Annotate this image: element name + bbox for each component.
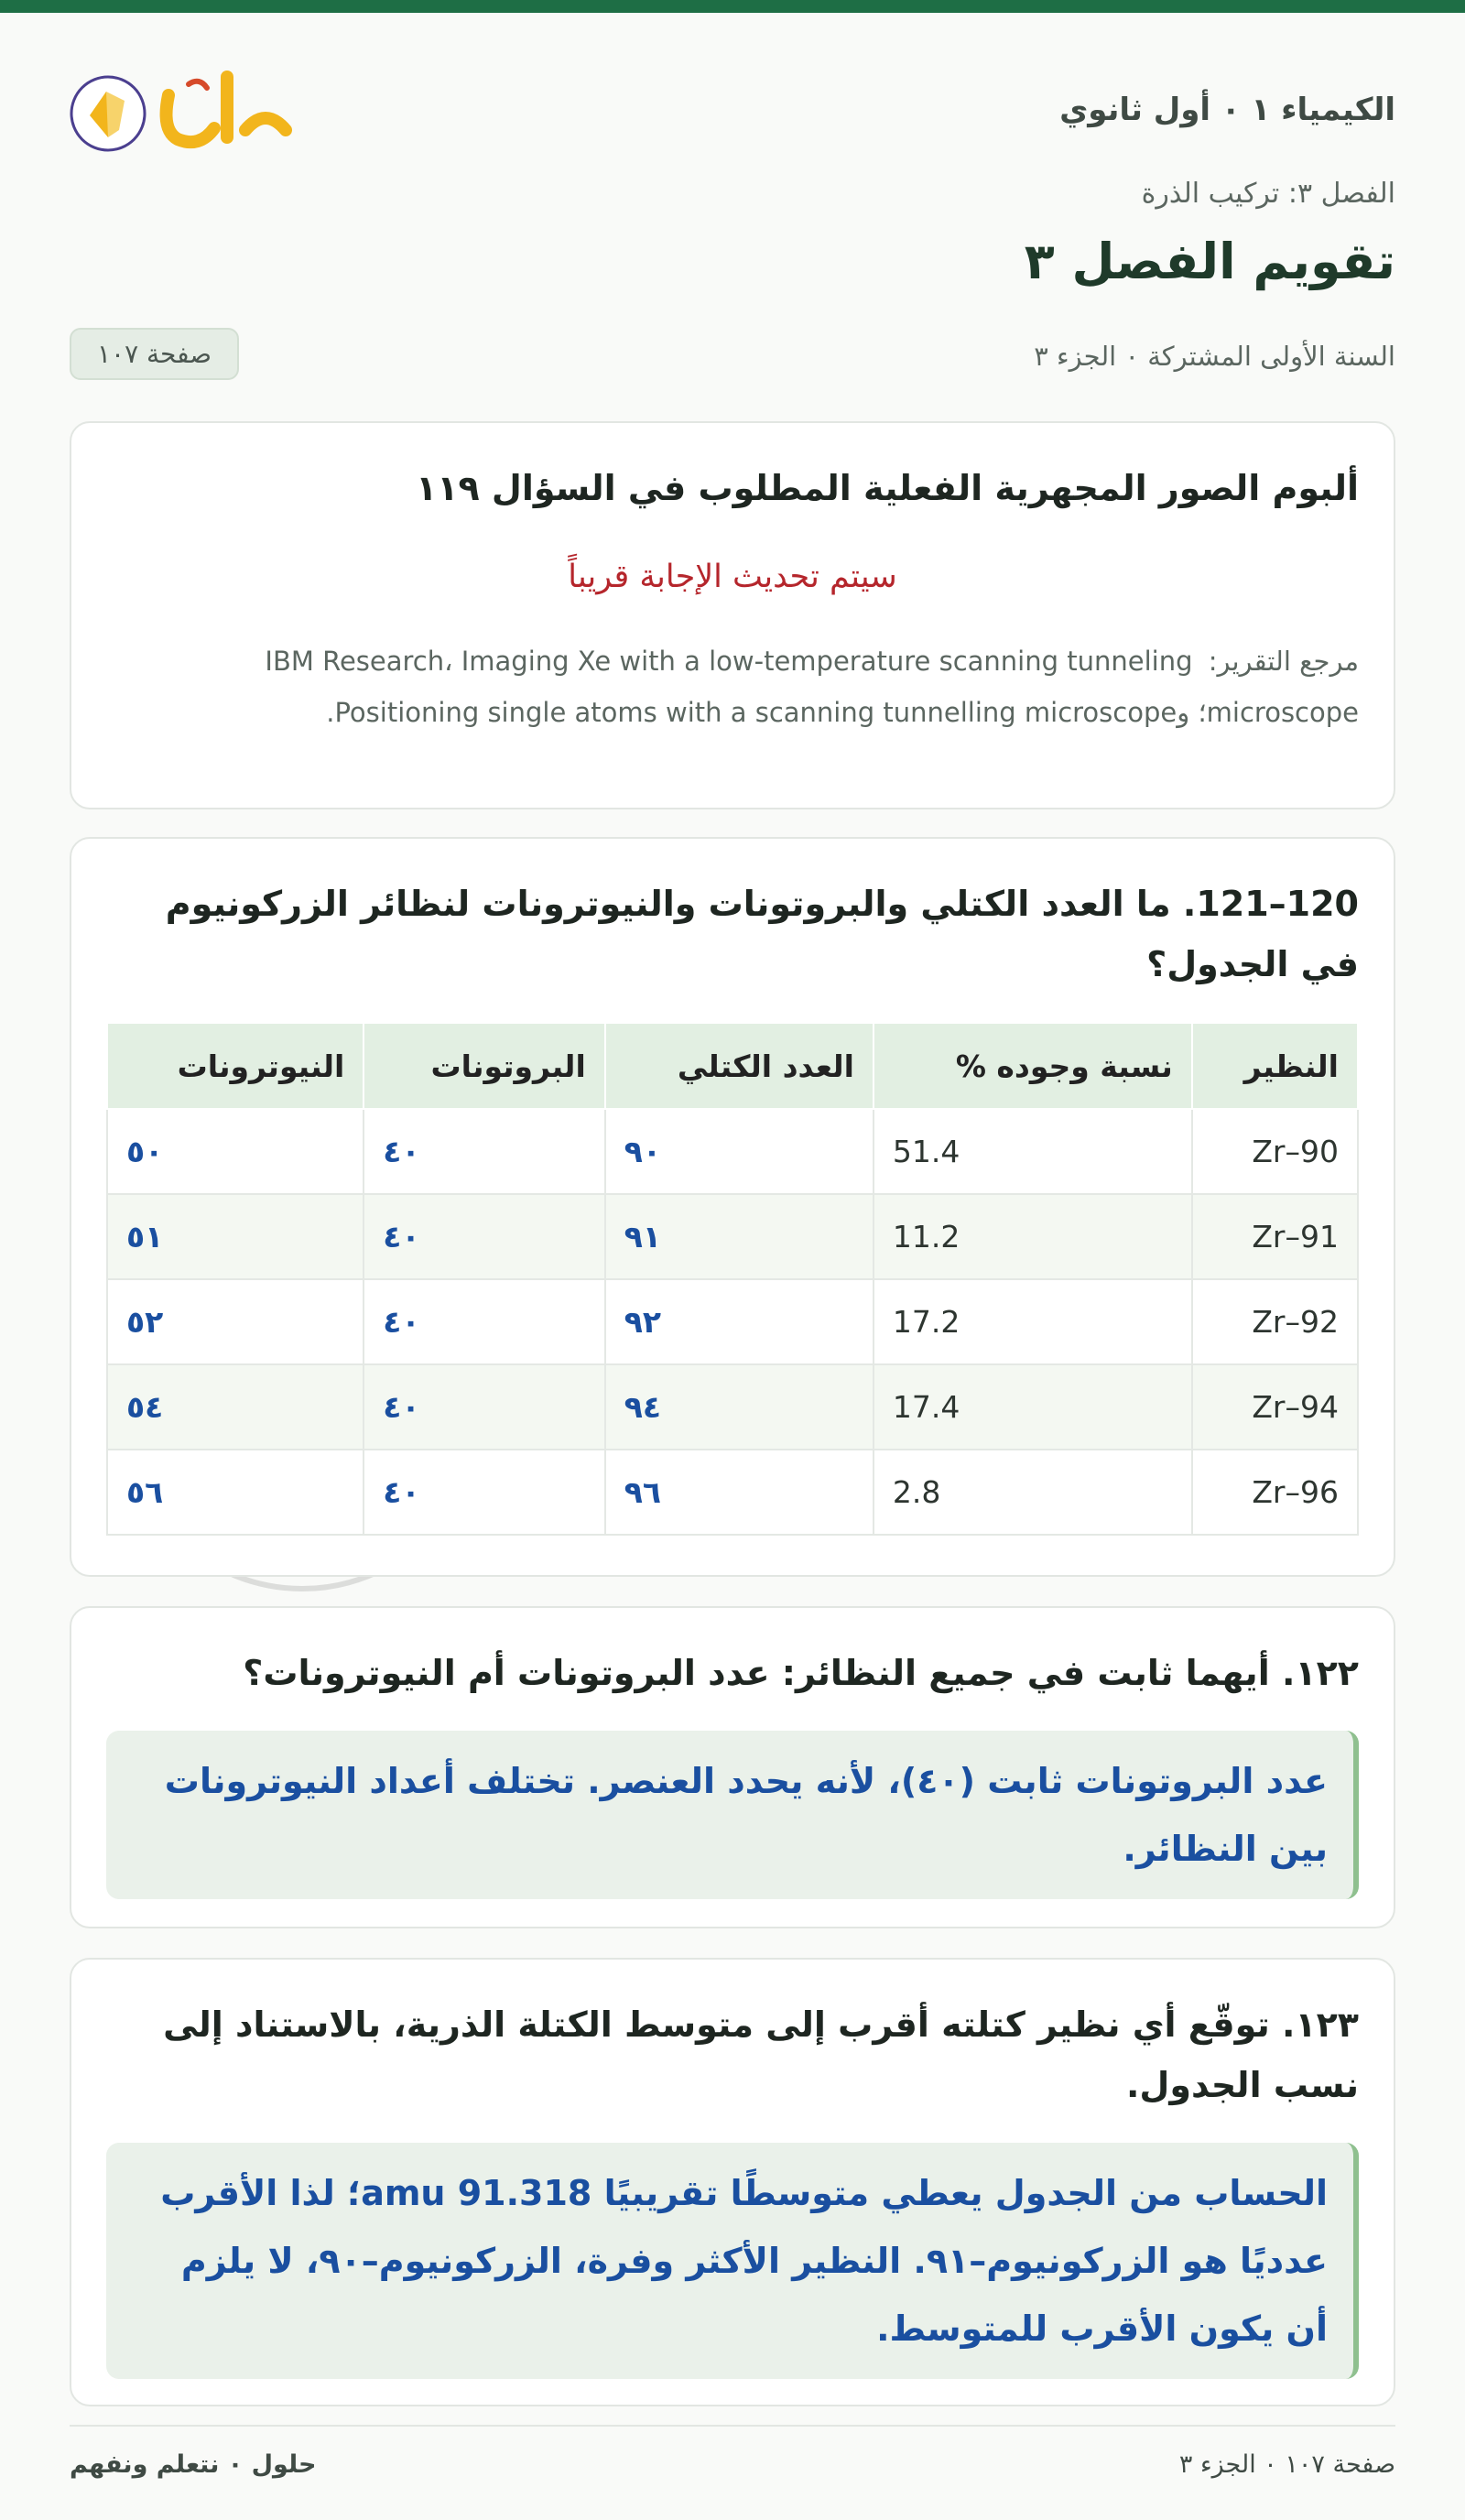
table-row (107, 1109, 1358, 1194)
abundance-cell: 51.4 (874, 1109, 1192, 1194)
table-header-row (107, 1023, 1358, 1109)
answer-box: الحساب من الجدول يعطي متوسطًا تقريبيًا 91.318 amu؛ لذا الأقرب عدديًا هو الزركونيوم–٩١. النظير الأكثر وفرة، الزركونيوم–٩٠، لا يلزم أن يكون الأقرب للمتوسط. (106, 2143, 1359, 2379)
footer-page-info: صفحة ١٠٧ ٠ الجزء ٣ (1178, 2450, 1395, 2479)
mass-number-cell: ٩١ (605, 1194, 874, 1279)
reference-label: مرجع التقرير: (1208, 646, 1359, 677)
isotope-table (106, 1022, 1359, 1536)
column-header: العدد الكتلي (605, 1023, 874, 1109)
subject-title: الكيمياء ١ ٠ أول ثانوي (1059, 92, 1395, 128)
question-card-119 (70, 421, 1395, 809)
reference-text: IBM Research، Imaging Xe with a low-temperature scanning tunneling microscope؛ وPositioning single atoms with a scanning tunnelling microscope. (265, 646, 1359, 728)
question-title: 120–121. ما العدد الكتلي والبروتونات والنيوترونات لنظائر الزركونيوم في الجدول؟ (165, 884, 1359, 984)
page-title: تقويم الفصل ٣ (1024, 233, 1395, 290)
table-row (107, 1364, 1358, 1450)
protons-cell: ٤٠ (364, 1279, 604, 1364)
protons-cell: ٤٠ (364, 1364, 604, 1450)
question-title: ١٢٢. أيهما ثابت في جميع النظائر: عدد البروتونات أم النيوترونات؟ (243, 1653, 1359, 1693)
mass-number-cell: ٩٢ (605, 1279, 874, 1364)
abundance-cell: 11.2 (874, 1194, 1192, 1279)
protons-cell: ٤٠ (364, 1194, 604, 1279)
abundance-cell: 17.4 (874, 1364, 1192, 1450)
question-card-122 (70, 1606, 1395, 1928)
question-title: ألبوم الصور المجهرية الفعلية المطلوب في السؤال ١١٩ (416, 468, 1359, 508)
neutrons-cell: ٥٠ (107, 1109, 364, 1194)
neutrons-cell: ٥١ (107, 1194, 364, 1279)
isotope-cell: Zr–96 (1192, 1450, 1358, 1535)
isotope-cell: Zr–94 (1192, 1364, 1358, 1450)
meta-line: السنة الأولى المشتركة ٠ الجزء ٣ (1034, 341, 1395, 372)
column-header: البروتونات (364, 1023, 604, 1109)
footer-brand: حلول ٠ نتعلم ونفهم (70, 2450, 317, 2479)
logo-icon (70, 59, 317, 159)
table-row (107, 1194, 1358, 1279)
column-header: النيوترونات (107, 1023, 364, 1109)
footer-divider (70, 2425, 1395, 2427)
table-row (107, 1279, 1358, 1364)
pending-notice: سيتم تحديث الإجابة قريباً (568, 559, 897, 595)
isotope-cell: Zr–90 (1192, 1109, 1358, 1194)
isotope-cell: Zr–92 (1192, 1279, 1358, 1364)
answer-box: عدد البروتونات ثابت (٤٠)، لأنه يحدد العنصر. تختلف أعداد النيوترونات بين النظائر. (106, 1731, 1359, 1899)
brand-logo (70, 59, 317, 159)
neutrons-cell: ٥٦ (107, 1450, 364, 1535)
column-header: نسبة وجوده % (874, 1023, 1192, 1109)
neutrons-cell: ٥٤ (107, 1364, 364, 1450)
column-header: النظير (1192, 1023, 1358, 1109)
page-number-badge: صفحة ١٠٧ (70, 328, 239, 380)
abundance-cell: 17.2 (874, 1279, 1192, 1364)
mass-number-cell: ٩٠ (605, 1109, 874, 1194)
question-card-120 (70, 837, 1395, 1577)
top-accent-bar (0, 0, 1465, 13)
question-card-123 (70, 1958, 1395, 2406)
question-title: ١٢٣. توقّع أي نظير كتلته أقرب إلى متوسط الكتلة الذرية، بالاستناد إلى نسب الجدول. (163, 2004, 1359, 2105)
abundance-cell: 2.8 (874, 1450, 1192, 1535)
reference-note (106, 635, 1359, 738)
protons-cell: ٤٠ (364, 1450, 604, 1535)
protons-cell: ٤٠ (364, 1109, 604, 1194)
chapter-label: الفصل ٣: تركيب الذرة (1141, 178, 1395, 210)
isotope-cell: Zr–91 (1192, 1194, 1358, 1279)
neutrons-cell: ٥٢ (107, 1279, 364, 1364)
mass-number-cell: ٩٤ (605, 1364, 874, 1450)
page-header (70, 59, 1395, 159)
table-row (107, 1450, 1358, 1535)
mass-number-cell: ٩٦ (605, 1450, 874, 1535)
